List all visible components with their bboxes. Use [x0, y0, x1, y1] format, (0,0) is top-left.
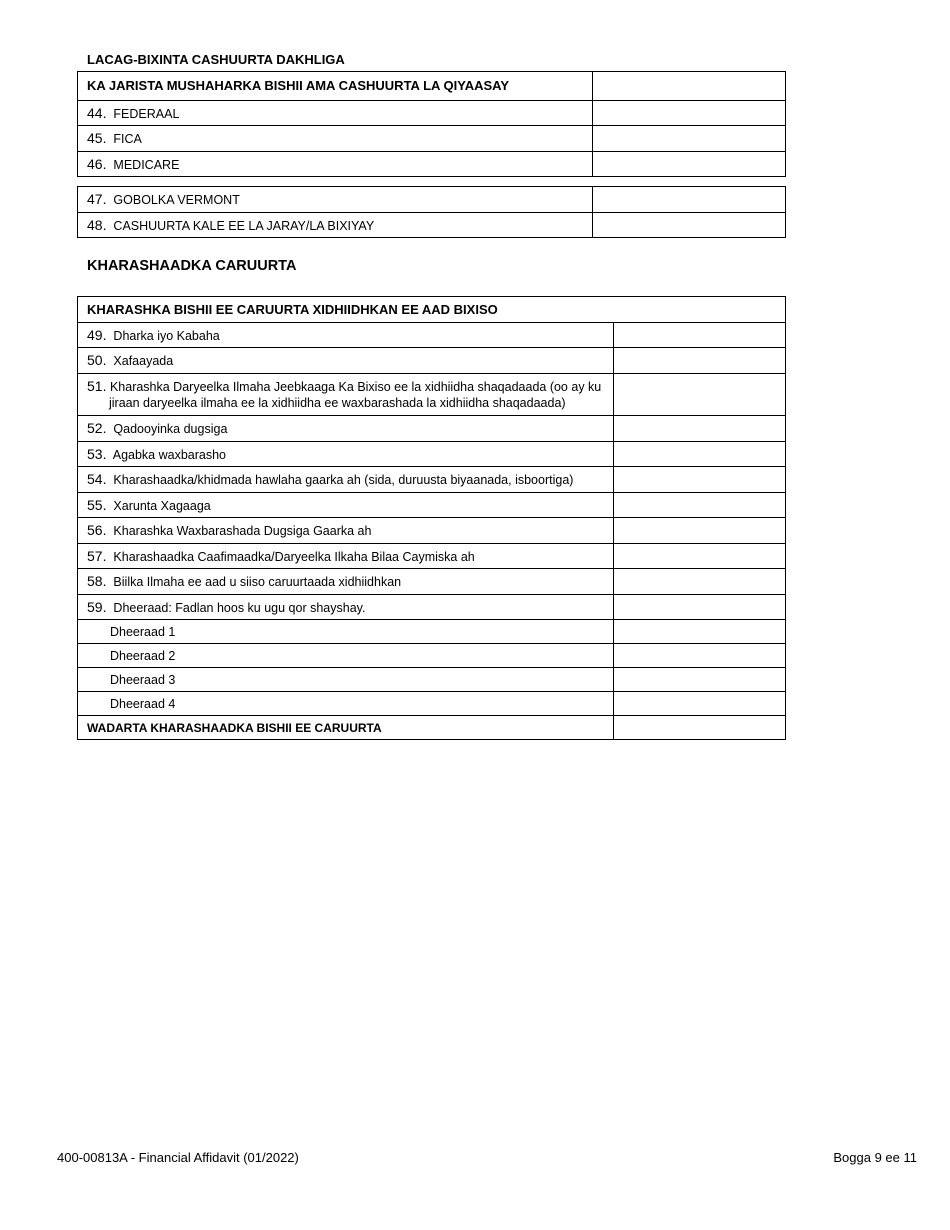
row-label: FICA	[113, 132, 142, 146]
row-label: Agabka waxbarasho	[112, 447, 227, 462]
row-label: Dharka iyo Kabaha	[113, 328, 220, 343]
table-row	[78, 348, 786, 374]
row-number: 56.	[87, 522, 107, 538]
child-table-header: KHARASHKA BISHII EE CARUURTA XIDHIIDHKAN EE AAD BIXISO	[78, 297, 786, 323]
tax-table-header-value	[593, 72, 786, 101]
extra-label: Dheeraad 3	[110, 672, 176, 687]
row-number: 52.	[87, 420, 107, 436]
row-label: CASHUURTA KALE EE LA JARAY/LA BIXIYAY	[113, 218, 375, 233]
table-row	[78, 101, 786, 126]
form-id: 400-00813A - Financial Affidavit (01/2022)	[57, 1150, 299, 1165]
child-expenses-table	[77, 296, 786, 740]
clothing-amount-field[interactable]	[614, 323, 786, 348]
row-label: Qadooyinka dugsiga	[113, 422, 228, 436]
table-row	[78, 323, 786, 348]
summer-camp-amount-field[interactable]	[614, 493, 786, 518]
page-number: Bogga 9 ee 11	[833, 1150, 917, 1165]
row-label: Xarunta Xagaaga	[113, 498, 211, 513]
table-row	[78, 493, 786, 518]
table-row	[78, 416, 786, 442]
child-section-title: KHARASHAADKA CARUURTA	[87, 258, 297, 274]
table-row	[78, 644, 786, 668]
other-tax-amount-field[interactable]	[593, 213, 786, 238]
row-number: 47.	[87, 191, 107, 207]
tax-withholding-table	[77, 71, 786, 177]
school-lunch-amount-field[interactable]	[614, 416, 786, 442]
extra-2-amount-field[interactable]	[614, 644, 786, 668]
row-number: 53.	[87, 445, 107, 462]
table-row	[78, 668, 786, 692]
medicare-amount-field[interactable]	[593, 152, 786, 177]
table-row	[78, 467, 786, 493]
table-row	[78, 692, 786, 716]
tax-section-title: LACAG-BIXINTA CASHUURTA DAKHLIGA	[87, 52, 345, 67]
row-label: Kharashaadka Caafimaadka/Daryeelka Ilkaha Bilaa Caymiska ah	[113, 549, 475, 564]
table-row	[78, 213, 786, 238]
diapers-amount-field[interactable]	[614, 348, 786, 374]
row-label: FEDERAAL	[113, 106, 180, 121]
table-row	[78, 187, 786, 213]
table-row	[78, 569, 786, 595]
row-label: Biilka Ilmaha ee aad u siiso caruurtaada xidhiidhkan	[113, 575, 402, 589]
childcare-amount-field[interactable]	[614, 374, 786, 416]
row-number: 50.	[87, 352, 107, 368]
extra-label: Dheeraad 4	[110, 696, 176, 711]
row-number: 57.	[87, 547, 107, 564]
table-row	[78, 152, 786, 177]
row-number: 48.	[87, 216, 107, 233]
total-label: WADARTA KHARASHAADKA BISHII EE CARUURTA	[78, 716, 614, 740]
table-row	[78, 595, 786, 620]
federal-amount-field[interactable]	[593, 101, 786, 126]
table-row	[78, 374, 786, 416]
row-label: Kharashaadka/khidmada hawlaha gaarka ah (sida, duruusta biyaanada, isboortiga)	[113, 473, 574, 487]
additional-amount-field[interactable]	[614, 595, 786, 620]
vermont-amount-field[interactable]	[593, 187, 786, 213]
state-tax-table	[77, 186, 786, 238]
tax-table-header: KA JARISTA MUSHAHARKA BISHII AMA CASHUURTA LA QIYAASAY	[78, 72, 593, 101]
table-row	[78, 620, 786, 644]
row-number: 58.	[87, 573, 107, 589]
extra-1-amount-field[interactable]	[614, 620, 786, 644]
row-label: MEDICARE	[113, 157, 180, 172]
school-supplies-amount-field[interactable]	[614, 442, 786, 467]
row-label: Kharashka Daryeelka Ilmaha Jeebkaaga Ka Bixiso ee la xidhiidha shaqadaada (oo ay ku	[109, 380, 602, 394]
fica-amount-field[interactable]	[593, 126, 786, 152]
private-school-amount-field[interactable]	[614, 518, 786, 544]
table-row	[78, 442, 786, 467]
row-label: Xafaayada	[113, 354, 174, 368]
table-row	[78, 716, 786, 740]
row-number: 54.	[87, 471, 107, 487]
row-label: GOBOLKA VERMONT	[113, 193, 240, 207]
total-amount-field[interactable]	[614, 716, 786, 740]
child-support-amount-field[interactable]	[614, 569, 786, 595]
row-number: 59.	[87, 598, 107, 615]
table-row	[78, 126, 786, 152]
table-row	[78, 544, 786, 569]
table-row	[78, 518, 786, 544]
activities-amount-field[interactable]	[614, 467, 786, 493]
extra-4-amount-field[interactable]	[614, 692, 786, 716]
row-number: 55.	[87, 496, 107, 513]
row-number: 46.	[87, 155, 107, 172]
row-number: 51.	[87, 378, 107, 394]
extra-label: Dheeraad 1	[110, 624, 176, 639]
row-label: Dheeraad: Fadlan hoos ku ugu qor shayshay.	[113, 600, 366, 615]
medical-amount-field[interactable]	[614, 544, 786, 569]
row-label-continued: jiraan daryeelka ilmaha ee la xidhiidha ee waxbarashada la xidhiidha shaqadaada)	[109, 396, 566, 410]
extra-label: Dheeraad 2	[110, 648, 176, 663]
row-number: 44.	[87, 104, 107, 121]
row-label: Kharashka Waxbarashada Dugsiga Gaarka ah	[113, 524, 372, 538]
row-number: 45.	[87, 130, 107, 146]
extra-3-amount-field[interactable]	[614, 668, 786, 692]
row-number: 49.	[87, 326, 107, 343]
